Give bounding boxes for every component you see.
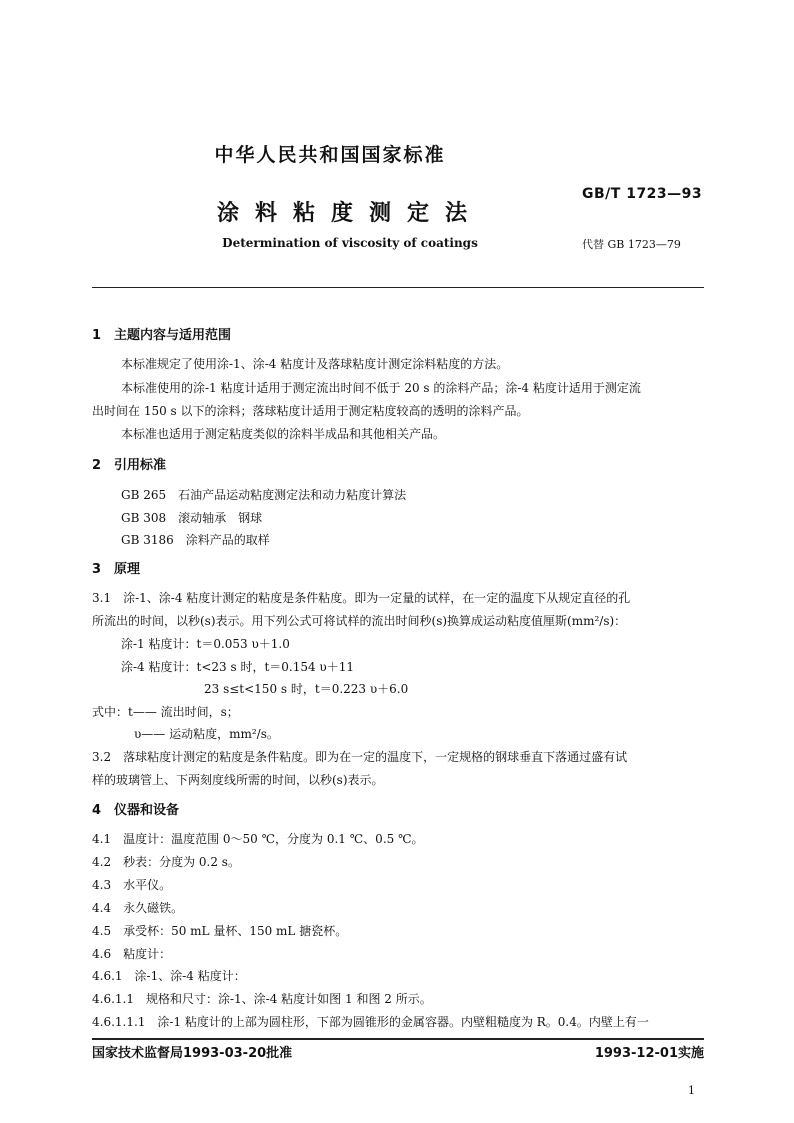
clause-3-1-line-2: 所流出的时间，以秒(s)表示。用下列公式可将试样的流出时间秒(s)换算成运动粘度值厘斯(mm²/s)： [92,614,627,628]
replaces-standard: 代替 GB 1723—79 [582,238,681,251]
formula-tu-4-b: 23 s≤t<150 s 时，t＝0.223 υ＋6.0 [204,682,409,696]
section-2-heading: 2 引用标准 [92,458,167,473]
clause-item: 4.6.1.1 规格和尺寸：涂-1、涂-4 粘度计如图 1 和图 2 所示。 [92,992,432,1006]
section-1-paragraph-2-line-1: 本标准使用的涂-1 粘度计适用于测定流出时间不低于 20 s 的涂料产品；涂-4 粘度计适用于测定流 [121,381,641,395]
clause-3-2-line-1: 3.2 落球粘度计测定的粘度是条件粘度。即为在一定的温度下，一定规格的钢球垂直下落通过盛有试 [92,750,628,764]
header-rule [92,287,704,288]
formula-tu-4-a: 涂-4 粘度计：t<23 s 时，t＝0.154 υ＋11 [121,660,354,674]
clause-item: 4.6.1 涂-1、涂-4 粘度计： [92,969,246,983]
formula-where-v: υ—— 运动粘度，mm²/s。 [134,727,279,741]
reference-item: GB 265 石油产品运动粘度测定法和动力粘度计算法 [121,488,407,502]
clause-item: 4.2 秒表：分度为 0.2 s。 [92,855,240,869]
reference-item: GB 3186 涂料产品的取样 [121,533,270,547]
clause-item: 4.6 粘度计： [92,947,172,961]
clause-3-2-line-2: 样的玻璃管上、下两刻度线所需的时间，以秒(s)表示。 [92,773,384,787]
section-1-paragraph-1: 本标准规定了使用涂-1、涂-4 粘度计及落球粘度计测定涂料粘度的方法。 [121,357,509,371]
section-1-paragraph-3: 本标准也适用于测定粘度类似的涂料半成品和其他相关产品。 [121,427,446,441]
document-title-en: Determination of viscosity of coatings [222,236,478,250]
national-standard-heading: 中华人民共和国国家标准 [214,144,446,166]
footer-rule [92,1038,704,1040]
section-1-paragraph-2-line-2: 出时间在 150 s 以下的涂料；落球粘度计适用于测定粘度较高的透明的涂料产品。 [92,404,529,418]
reference-item: GB 308 滚动轴承 钢球 [121,511,263,525]
implementation-date: 1993-12-01实施 [594,1046,704,1061]
clause-3-1-line-1: 3.1 涂-1、涂-4 粘度计测定的粘度是条件粘度。即为一定量的试样，在一定的温度下从规定直径的孔 [92,591,631,605]
clause-item: 4.6.1.1.1 涂-1 粘度计的上部为圆柱形，下部为圆锥形的金属容器。内壁粗糙度为 R。0.4。内壁上有一 [92,1015,649,1029]
page-number: 1 [688,1084,695,1097]
section-4-heading: 4 仪器和设备 [92,803,180,818]
section-1-heading: 1 主题内容与适用范围 [92,328,232,343]
clause-item: 4.3 水平仪。 [92,878,172,892]
section-3-heading: 3 原理 [92,562,141,577]
clause-item: 4.4 永久磁铁。 [92,901,184,915]
approval-date: 国家技术监督局1993-03-20批准 [92,1046,293,1061]
standard-number: GB/T 1723—93 [582,186,703,202]
formula-where-t: 式中：t—— 流出时间，s； [92,705,239,719]
formula-tu-1: 涂-1 粘度计：t＝0.053 υ＋1.0 [121,637,290,651]
clause-item: 4.1 温度计：温度范围 0～50 ℃，分度为 0.1 ℃、0.5 ℃。 [92,832,424,846]
document-title-cn: 涂料粘度测定法 [216,201,483,226]
clause-item: 4.5 承受杯：50 mL 量杯、150 mL 搪瓷杯。 [92,924,348,938]
